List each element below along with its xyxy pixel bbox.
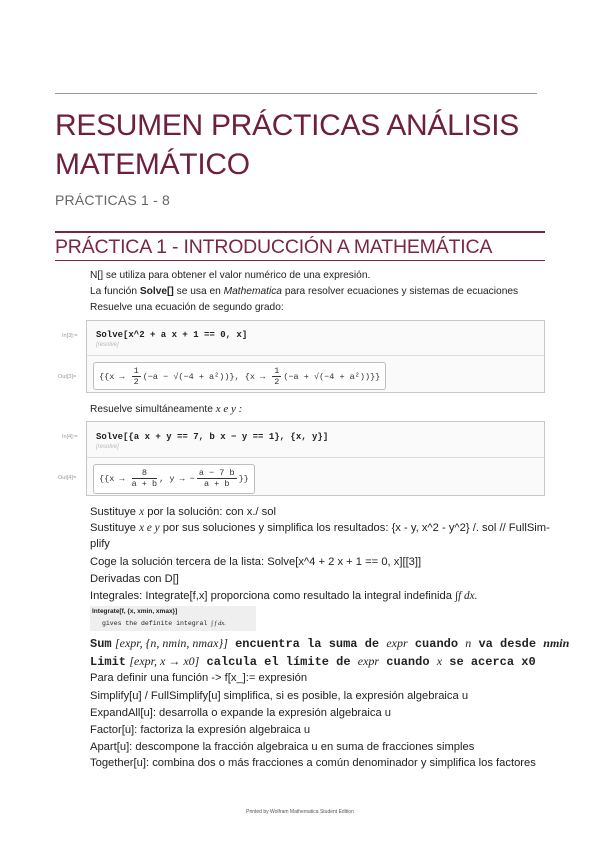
section-title: PRÁCTICA 1 - INTRODUCCIÓN A MATHEMÁTICA xyxy=(55,236,493,258)
cell2-input[interactable]: Solve[{a x + y == 7, b x − y == 1}, {x, y}] xyxy=(96,432,329,442)
body-line-1: Sustituye x por la solución: con x./ sol xyxy=(90,506,276,518)
subtitle: PRÁCTICAS 1 - 8 xyxy=(55,192,171,208)
section-rule-bottom xyxy=(55,260,545,261)
page-title-line2: MATEMÁTICO xyxy=(55,148,250,181)
mid-text: Resuelve simultáneamente x e y : xyxy=(90,403,243,415)
limit-line: Limit [expr, x → x0] calcula el límite de expr cuando x se acerca x0 xyxy=(90,654,536,669)
list-item: Simplify[u] / FullSimplify[u] simplifica, si es posible, la expresión algebraica u xyxy=(90,690,469,702)
intro-line-1: N[] se utiliza para obtener el valor numérico de una expresión. xyxy=(90,270,371,281)
list-item: ExpandAll[u]: desarrolla o expande la expresión algebraica u xyxy=(90,707,392,719)
cell2-in-label: In[4]:= xyxy=(62,434,78,440)
intro-line-2: La función Solve[] se usa en Mathematica para resolver ecuaciones y sistemas de ecuaciones xyxy=(90,286,519,297)
body-line-3: plify xyxy=(90,538,110,550)
notebook-cell-2[interactable] xyxy=(86,421,545,496)
intro-line-3: Resuelve una ecuación de segundo grado: xyxy=(90,302,284,313)
cell1-hint: [resolve] xyxy=(96,342,119,348)
list-item: Factor[u]: factoriza la expresión algebraica u xyxy=(90,724,311,736)
cell1-divider xyxy=(87,355,544,356)
cell2-divider xyxy=(87,457,544,458)
footer: Printed by Wolfram Mathematica Student Edition xyxy=(246,809,354,815)
list-item: Para definir una función -> f[x_]:= expresión xyxy=(90,672,308,684)
notebook-cell-1[interactable] xyxy=(86,320,545,393)
list-item: Apart[u]: descompone la fracción algebraica u en suma de fracciones simples xyxy=(90,741,475,753)
integrate-doc-line2: gives the definite integral ∫ f dx. xyxy=(102,620,226,627)
cell1-output: {{x → $\frac{1}{2}$ (−a − √(−4 + a²))}, {x → $\frac{1}{2}$ (−a + √(−4 + a²))}} xyxy=(93,362,386,390)
top-rule xyxy=(55,93,537,94)
body-line-6: Integrales: Integrate[f,x] proporciona como resultado la integral indefinida ∫f dx. xyxy=(90,590,478,602)
cell1-in-label: In[3]:= xyxy=(62,333,78,339)
body-line-5: Derivadas con D[] xyxy=(90,573,179,585)
sum-line: Sum [expr, {n, nmin, nmax}] encuentra la suma de expr cuando n va desde nmin xyxy=(90,636,570,651)
cell2-hint: [resolve] xyxy=(96,444,119,450)
page-title-line1: RESUMEN PRÁCTICAS ANÁLISIS xyxy=(55,109,519,142)
body-line-2: Sustituye x e y por sus soluciones y simplifica los resultados: {x - y, x^2 - y^2} /. sol // FullSim- xyxy=(90,522,550,534)
list-item: Together[u]: combina dos o más fracciones a común denominador y simplifica los factores xyxy=(90,757,536,769)
cell1-input[interactable]: Solve[x^2 + a x + 1 == 0, x] xyxy=(96,330,248,340)
cell1-out-label: Out[3]= xyxy=(58,374,77,380)
cell2-output: {{x → $\frac{8}{a + b}$ , y → − $\frac{a - 7 b}{a + b}$ }} xyxy=(93,464,255,494)
integrate-doc-box xyxy=(90,606,256,631)
section-rule-top xyxy=(55,231,545,233)
cell2-out-label: Out[4]= xyxy=(58,475,77,481)
integrate-doc-line1: Integrate[f, {x, xmin, xmax}] xyxy=(92,608,178,615)
body-line-4: Coge la solución tercera de la lista: Solve[x^4 + 2 x + 1 == 0, x][[3]] xyxy=(90,556,422,568)
